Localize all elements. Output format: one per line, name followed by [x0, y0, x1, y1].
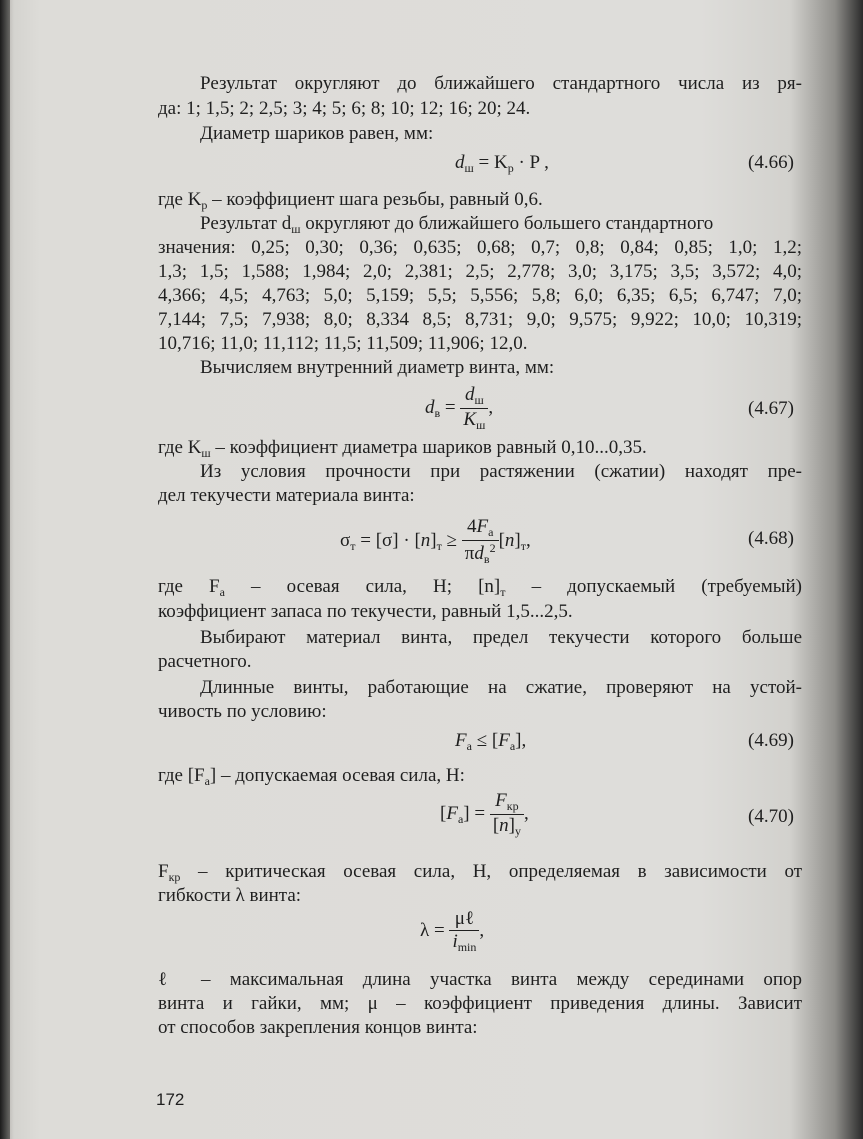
text-line: 7,144; 7,5; 7,938; 8,0; 8,334 8,5; 8,731; 9,0; 9,575; 9,922; 10,0; 10,319;	[158, 309, 802, 330]
text-line: Вычисляем внутренний диаметр винта, мм:	[200, 357, 555, 378]
text-line: Из условия прочности при растяжении (сжатии) находят пре-	[200, 461, 802, 482]
formula-4-68: $\sigma_т = [\sigma] \cdot [n]_т$ ≥ $\frac{4F_а}{\pi d_в^2}$ $[n]_т$,	[340, 516, 531, 566]
page-number: 172	[156, 1090, 185, 1109]
equation-number: (4.70)	[748, 806, 794, 827]
text-line: Длинные винты, работающие на сжатие, проверяют на устой-	[200, 677, 802, 698]
text-line: где $F_а$ – осевая сила, Н; $[n]_т$ – допускаемый (требуемый)	[158, 576, 802, 599]
text-line: 1,3; 1,5; 1,588; 1,984; 2,0; 2,381; 2,5; 2,778; 3,0; 3,175; 3,5; 3,572; 4,0;	[158, 261, 802, 282]
text-line: Результат округляют до ближайшего стандартного числа из ря-	[200, 73, 802, 94]
formula-4-69: $F_а \le [F_а]$,	[455, 730, 527, 753]
formula-text: = K	[478, 152, 508, 173]
text-line: дел текучести материала винта:	[158, 485, 415, 506]
text-line: чивость по условию:	[158, 701, 327, 722]
equation-number: (4.67)	[748, 398, 794, 419]
text-line: от способов закрепления концов винта:	[158, 1017, 478, 1038]
text-line: ℓ – максимальная длина участка винта между серединами опор	[158, 969, 802, 990]
equation-number: (4.68)	[748, 528, 794, 549]
formula-4-70: $[F_а]$ = $\frac{F_{кр}}{[n]_у}$ ,	[440, 790, 529, 838]
text-line: 10,716; 11,0; 11,112; 11,5; 11,509; 11,906; 12,0.	[158, 333, 528, 354]
book-spine-shadow	[0, 0, 10, 1139]
text-line: где $K_ш$ – коэффициент диаметра шариков равный 0,10...0,35.	[158, 437, 647, 460]
text-line: расчетного.	[158, 651, 252, 672]
text-line: Выбирают материал винта, предел текучести которого больше	[200, 627, 802, 648]
text-line: где $K_р$ – коэффициент шага резьбы, равный 0,6.	[158, 189, 543, 212]
text-line: Диаметр шариков равен, мм:	[200, 123, 434, 144]
text-line: да: 1; 1,5; 2; 2,5; 3; 4; 5; 6; 8; 10; 12; 16; 20; 24.	[158, 98, 531, 119]
equation-number: (4.69)	[748, 730, 794, 751]
text-line: 4,366; 4,5; 4,763; 5,0; 5,159; 5,5; 5,556; 5,8; 6,0; 6,35; 6,5; 6,747; 7,0;	[158, 285, 802, 306]
text-line: значения: 0,25; 0,30; 0,36; 0,635; 0,68; 0,7; 0,8; 0,84; 0,85; 1,0; 1,2;	[158, 237, 802, 258]
text-line: винта и гайки, мм; μ – коэффициент приведения длины. Зависит	[158, 993, 802, 1014]
text-line: где $[F_а]$ – допускаемая осевая сила, Н:	[158, 765, 465, 788]
text-line: Результат $d_ш$ округляют до ближайшего большего стандартного	[200, 213, 714, 236]
formula-lambda: λ = $\frac{\text{μℓ}}{i_{min}}$ ,	[420, 908, 485, 954]
text-line: гибкости λ винта:	[158, 885, 302, 906]
text-line: $F_{кр}$ – критическая осевая сила, Н, определяемая в зависимости от	[158, 861, 802, 884]
formula-4-67: $d_в$ = $\frac{d_ш}{K_ш}$ ,	[425, 384, 494, 432]
formula-4-66: $d_ш = K_р \cdot P$ ,	[455, 152, 549, 175]
text-line: коэффициент запаса по текучести, равный 1,5...2,5.	[158, 601, 573, 622]
equation-number: (4.66)	[748, 152, 794, 173]
